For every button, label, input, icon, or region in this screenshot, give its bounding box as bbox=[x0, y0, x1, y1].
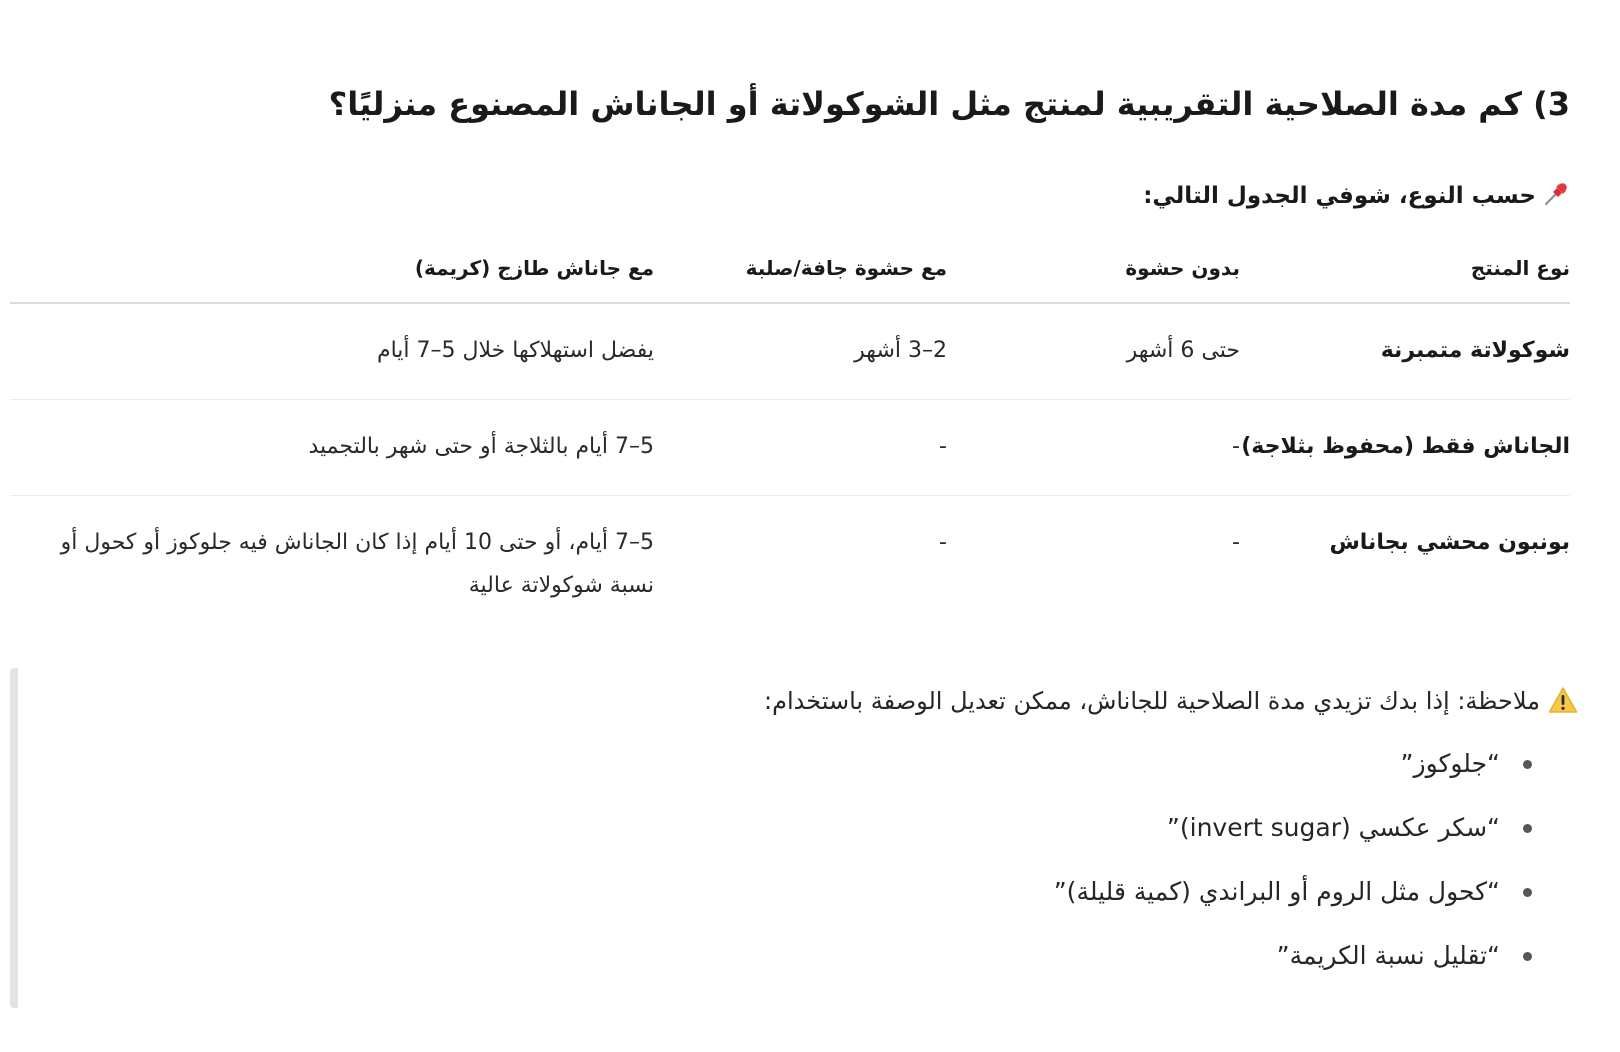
note-blockquote bbox=[10, 668, 1578, 1008]
cell-no-filling: - bbox=[1232, 529, 1240, 555]
table-intro-text: حسب النوع، شوفي الجدول التالي: bbox=[1143, 183, 1536, 209]
cell-no-filling: - bbox=[947, 399, 1240, 495]
cell-product: بونبون محشي بجاناش bbox=[1329, 529, 1570, 555]
pushpin-icon bbox=[1542, 180, 1570, 208]
header-dry-filling: مع حشوة جافة/صلبة bbox=[654, 246, 947, 303]
list-item: “تقليل نسبة الكريمة” bbox=[1054, 938, 1578, 1002]
cell-no-filling: حتى 6 أشهر bbox=[947, 303, 1240, 399]
header-product-type: نوع المنتج bbox=[1240, 246, 1570, 303]
bullet-icon bbox=[1523, 888, 1532, 897]
list-item: “كحول مثل الروم أو البراندي (كمية قليلة)” bbox=[1054, 874, 1578, 938]
cell-fresh-ganache: يفضل استهلاكها خلال 5–7 أيام bbox=[10, 303, 654, 399]
cell-dry-filling: 2–3 أشهر bbox=[654, 303, 947, 399]
bullet-icon bbox=[1523, 824, 1532, 833]
cell-fresh-ganache: 5–7 أيام بالثلاجة أو حتى شهر بالتجميد bbox=[10, 399, 654, 495]
header-no-filling: بدون حشوة bbox=[947, 246, 1240, 303]
table-header-row bbox=[10, 246, 1570, 303]
table-row bbox=[10, 303, 1570, 399]
cell-product: الجاناش فقط (محفوظ بثلاجة) bbox=[1240, 399, 1570, 495]
header-fresh-ganache: مع جاناش طازج (كريمة) bbox=[10, 246, 654, 303]
list-item: “سكر عكسي (invert sugar)” bbox=[1054, 810, 1578, 874]
section-heading: 3) كم مدة الصلاحية التقريبية لمنتج مثل الشوكولاتة أو الجاناش المصنوع منزليًا؟ bbox=[328, 85, 1570, 123]
cell-fresh-ganache: 5–7 أيام، أو حتى 10 أيام إذا كان الجاناش فيه جلوكوز أو كحول أو نسبة شوكولاتة عالية bbox=[60, 529, 654, 598]
cell-product: شوكولاتة متمبرنة bbox=[1240, 303, 1570, 399]
shelf-life-table bbox=[10, 246, 1570, 634]
list-item: “جلوكوز” bbox=[1054, 746, 1578, 810]
note-line bbox=[764, 686, 1578, 715]
warning-icon bbox=[1548, 686, 1578, 714]
tips-list bbox=[1054, 746, 1578, 1002]
table-row bbox=[10, 399, 1570, 495]
note-text: ملاحظة: إذا بدك تزيدي مدة الصلاحية للجاناش، ممكن تعديل الوصفة باستخدام: bbox=[764, 687, 1540, 715]
table-row bbox=[10, 495, 1570, 633]
cell-dry-filling: - bbox=[939, 529, 947, 555]
bullet-icon bbox=[1523, 952, 1532, 961]
bullet-icon bbox=[1523, 760, 1532, 769]
table-intro bbox=[1143, 180, 1570, 209]
cell-dry-filling: - bbox=[654, 399, 947, 495]
